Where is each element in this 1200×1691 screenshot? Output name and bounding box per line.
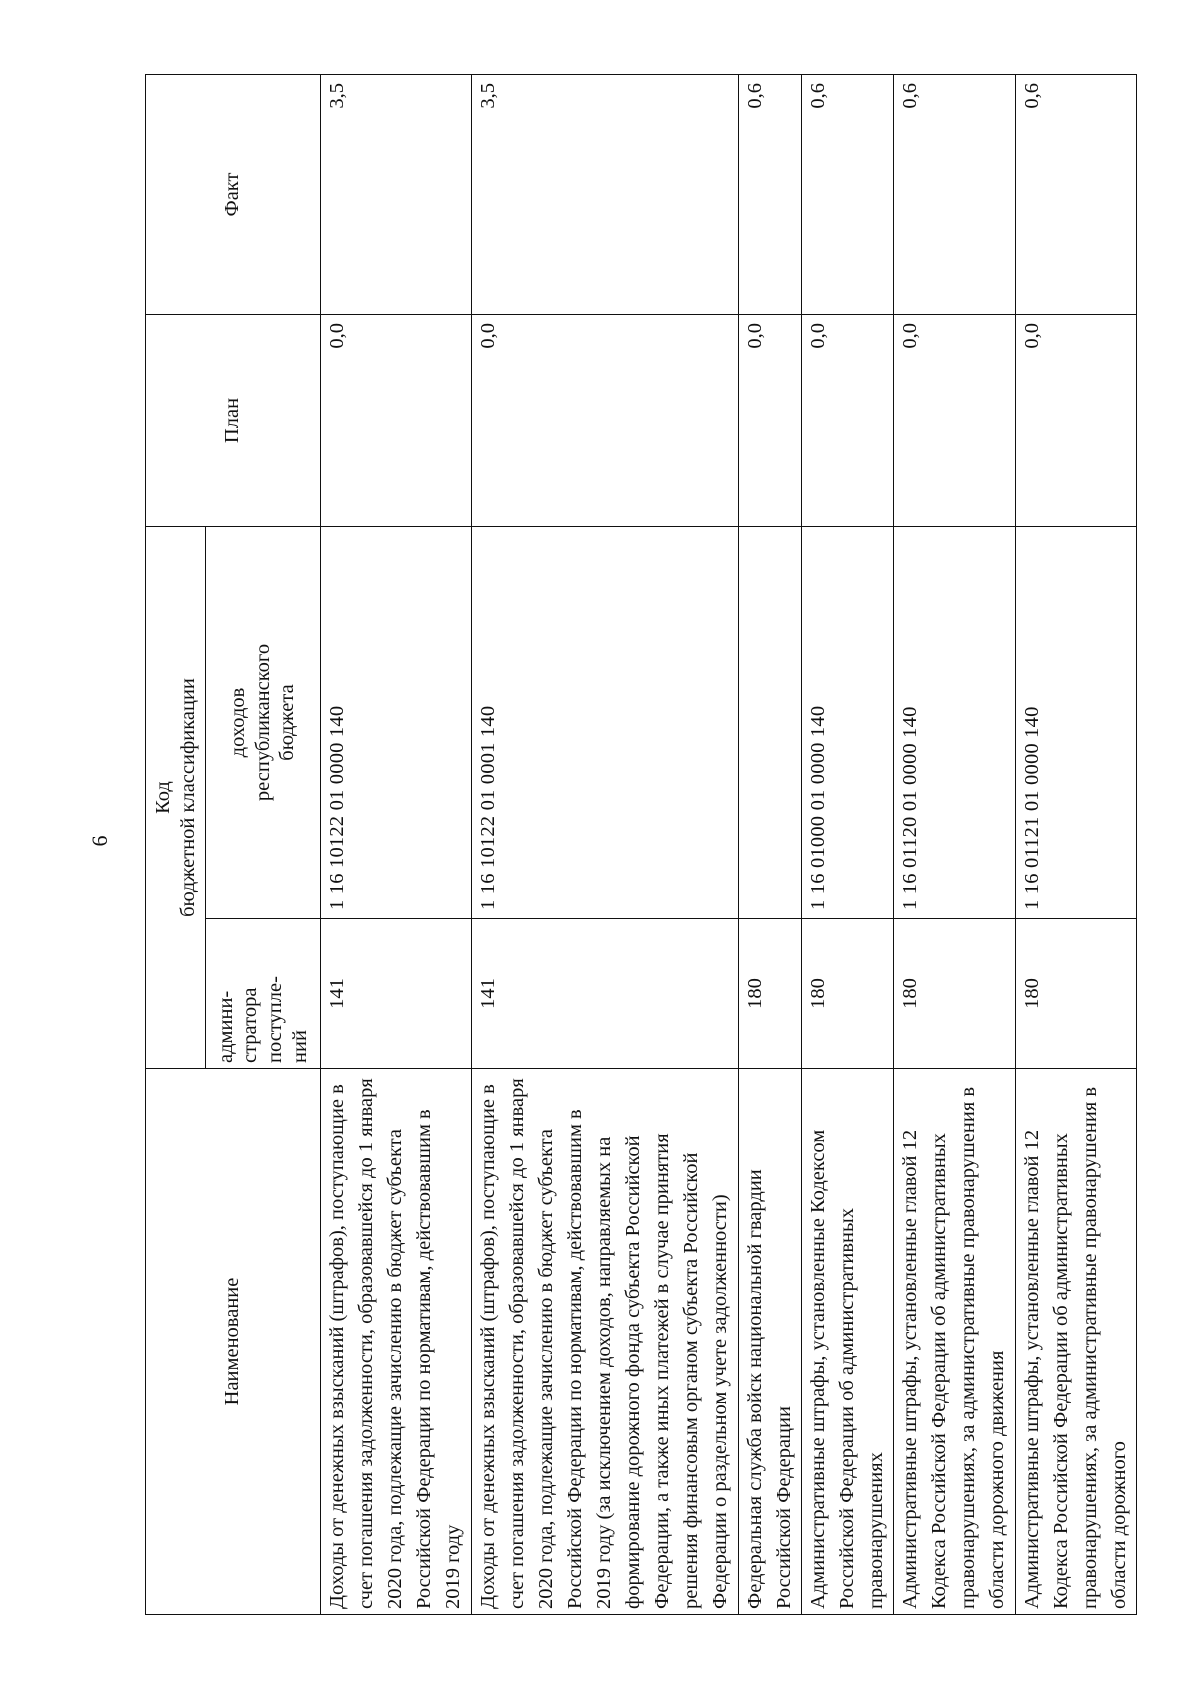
row-name: Федеральная служба войск национальной гвардии Российской Федерации bbox=[738, 1069, 801, 1615]
row-plan: 0,0 bbox=[801, 315, 893, 527]
row-income-code: 1 16 01121 01 0000 140 bbox=[1015, 527, 1136, 919]
table-row bbox=[894, 75, 1015, 1615]
row-fact: 0,6 bbox=[801, 75, 893, 315]
row-admin-code: 141 bbox=[471, 919, 738, 1069]
header-code-group: Код бюджетной классификации bbox=[146, 527, 206, 1069]
table-row bbox=[471, 75, 738, 1615]
row-admin-code: 141 bbox=[321, 919, 472, 1069]
row-name: Доходы от денежных взысканий (штрафов), поступающие в счет погашения задолженности, образовавшейся до 1 января 2020 года, подлежащие зачислению в бюджет субъекта Российской Федерации по нормативам, действовавшим в 2019 году (за исключением доходов, направляемых на формирование дорожного фонда субъекта Российской Федерации, а также иных платежей в случае принятия решения финансовым органом субъекта Российской Федерации о раздельном учете задолженности) bbox=[471, 1069, 738, 1615]
row-plan: 0,0 bbox=[471, 315, 738, 527]
row-fact: 0,6 bbox=[1015, 75, 1136, 315]
row-fact: 3,5 bbox=[471, 75, 738, 315]
row-income-code: 1 16 01000 01 0000 140 bbox=[801, 527, 893, 919]
table-row bbox=[801, 75, 893, 1615]
rotated-table-container bbox=[145, 75, 1130, 1615]
row-income-code: 1 16 01120 01 0000 140 bbox=[894, 527, 1015, 919]
row-admin-code: 180 bbox=[1015, 919, 1136, 1069]
header-plan: План bbox=[146, 315, 321, 527]
row-plan: 0,0 bbox=[738, 315, 801, 527]
row-income-code bbox=[738, 527, 801, 919]
header-income: доходов республиканского бюджета bbox=[206, 527, 321, 919]
row-name: Административные штрафы, установленные главой 12 Кодекса Российской Федерации об административных правонарушениях, за административные правонарушения в области дорожного bbox=[1015, 1069, 1136, 1615]
row-fact: 3,5 bbox=[321, 75, 472, 315]
row-name: Административные штрафы, установленные Кодексом Российской Федерации об административных правонарушениях bbox=[801, 1069, 893, 1615]
page-number: 6 bbox=[87, 835, 112, 847]
row-fact: 0,6 bbox=[894, 75, 1015, 315]
table-row bbox=[738, 75, 801, 1615]
row-income-code: 1 16 10122 01 0001 140 bbox=[471, 527, 738, 919]
row-plan: 0,0 bbox=[1015, 315, 1136, 527]
row-name: Административные штрафы, установленные главой 12 Кодекса Российской Федерации об административных правонарушениях, за административные правонарушения в области дорожного движения bbox=[894, 1069, 1015, 1615]
row-name: Доходы от денежных взысканий (штрафов), поступающие в счет погашения задолженности, образовавшейся до 1 января 2020 года, подлежащие зачислению в бюджет субъекта Российской Федерации по нормативам, действовавшим в 2019 году bbox=[321, 1069, 472, 1615]
row-plan: 0,0 bbox=[321, 315, 472, 527]
budget-table bbox=[145, 74, 1137, 1615]
table-row bbox=[321, 75, 472, 1615]
row-income-code: 1 16 10122 01 0000 140 bbox=[321, 527, 472, 919]
header-name: Наименование bbox=[146, 1069, 321, 1615]
row-admin-code: 180 bbox=[894, 919, 1015, 1069]
row-admin-code: 180 bbox=[801, 919, 893, 1069]
header-fact: Факт bbox=[146, 75, 321, 315]
row-plan: 0,0 bbox=[894, 315, 1015, 527]
row-admin-code: 180 bbox=[738, 919, 801, 1069]
row-fact: 0,6 bbox=[738, 75, 801, 315]
header-admin: админи- стратора поступле- ний bbox=[206, 919, 321, 1069]
table-row bbox=[1015, 75, 1136, 1615]
